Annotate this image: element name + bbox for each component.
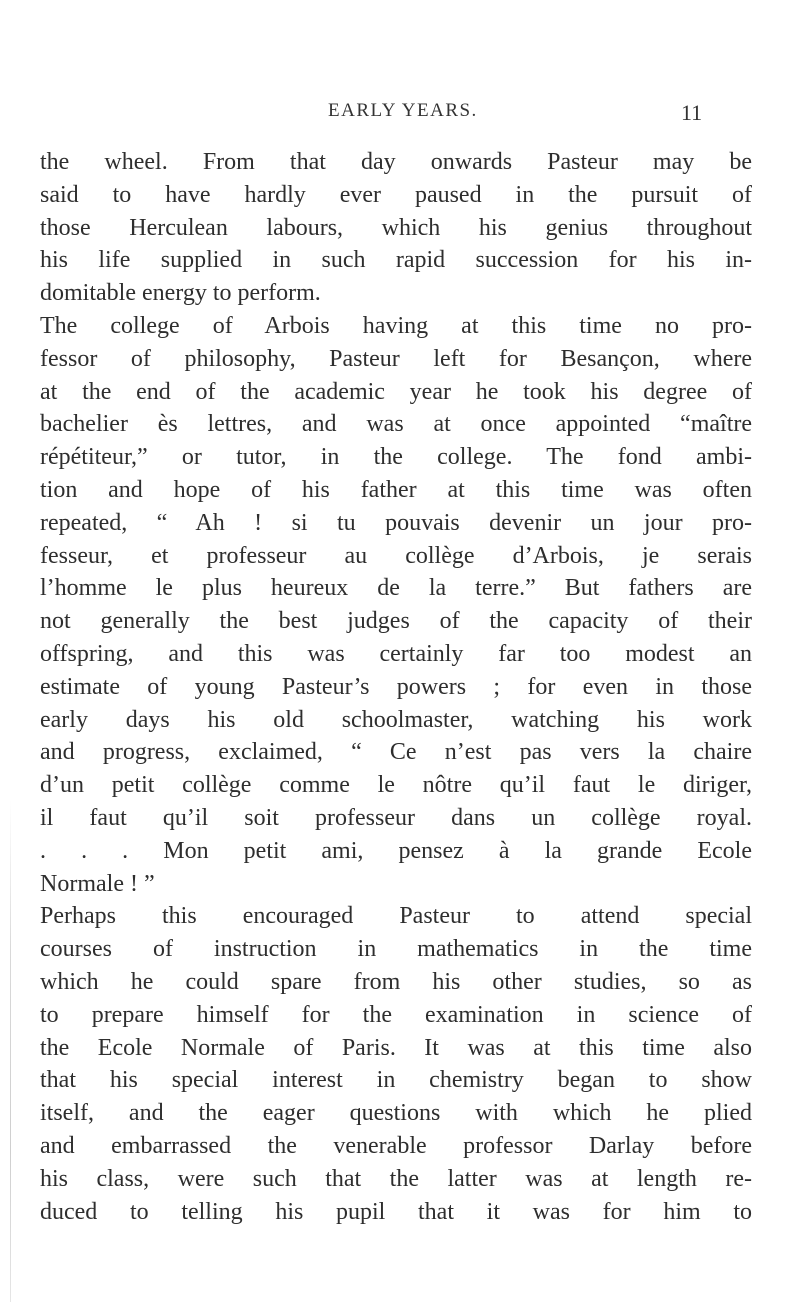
text-line: offspring, and this was certainly far too modest an	[40, 640, 752, 667]
text-line: his class, were such that the latter was at length re-	[40, 1165, 752, 1192]
text-line: those Herculean labours, which his genius throughout	[40, 214, 752, 241]
text-line: The college of Arbois having at this time no pro-	[40, 312, 752, 339]
text-line: early days his old schoolmaster, watching his work	[40, 706, 752, 733]
text-line: . . . Mon petit ami, pensez à la grande Ecole	[40, 837, 752, 864]
text-line: estimate of young Pasteur’s powers ; for even in those	[40, 673, 752, 700]
text-line: to prepare himself for the examination in science of	[40, 1001, 752, 1028]
text-line: duced to telling his pupil that it was for him to	[40, 1198, 752, 1225]
page-edge-shadow	[10, 800, 11, 1302]
text-line: said to have hardly ever paused in the pursuit of	[40, 181, 752, 208]
running-head	[0, 100, 800, 140]
text-line: repeated, “ Ah ! si tu pouvais devenir un jour pro-	[40, 509, 752, 536]
text-line: which he could spare from his other studies, so as	[40, 968, 752, 995]
text-line: fesseur, et professeur au collège d’Arbois, je serais	[40, 542, 752, 569]
text-line: courses of instruction in mathematics in the time	[40, 936, 752, 963]
text-line: bachelier ès lettres, and was at once appointed “maître	[40, 411, 752, 438]
text-line: il faut qu’il soit professeur dans un collège royal.	[40, 804, 752, 831]
text-line: itself, and the eager questions with which he plied	[40, 1100, 752, 1127]
text-line: and progress, exclaimed, “ Ce n’est pas vers la chaire	[40, 739, 752, 766]
text-line: d’un petit collège comme le nôtre qu’il faut le diriger,	[40, 772, 752, 799]
text-line: tion and hope of his father at this time was often	[40, 476, 752, 503]
text-line: Perhaps this encouraged Pasteur to attend special	[40, 903, 752, 930]
text-line: domitable energy to perform.	[40, 280, 321, 307]
text-line: not generally the best judges of the capacity of their	[40, 608, 752, 635]
page-number: 11	[681, 100, 703, 125]
text-line: répétiteur,” or tutor, in the college. The fond ambi-	[40, 444, 752, 471]
text-line: l’homme le plus heureux de la terre.” But fathers are	[40, 575, 752, 602]
chapter-title: EARLY YEARS.	[328, 100, 478, 121]
text-line: and embarrassed the venerable professor Darlay before	[40, 1132, 752, 1159]
text-line: fessor of philosophy, Pasteur left for Besançon, where	[40, 345, 752, 372]
text-line: the wheel. From that day onwards Pasteur may be	[40, 149, 752, 175]
text-line: that his special interest in chemistry began to show	[40, 1067, 752, 1094]
text-line: Normale ! ”	[40, 870, 155, 897]
text-line: his life supplied in such rapid succession for his in-	[40, 247, 752, 274]
text-line: at the end of the academic year he took his degree of	[40, 378, 752, 405]
body-text	[40, 146, 752, 1228]
text-line: the Ecole Normale of Paris. It was at this time also	[40, 1034, 752, 1061]
